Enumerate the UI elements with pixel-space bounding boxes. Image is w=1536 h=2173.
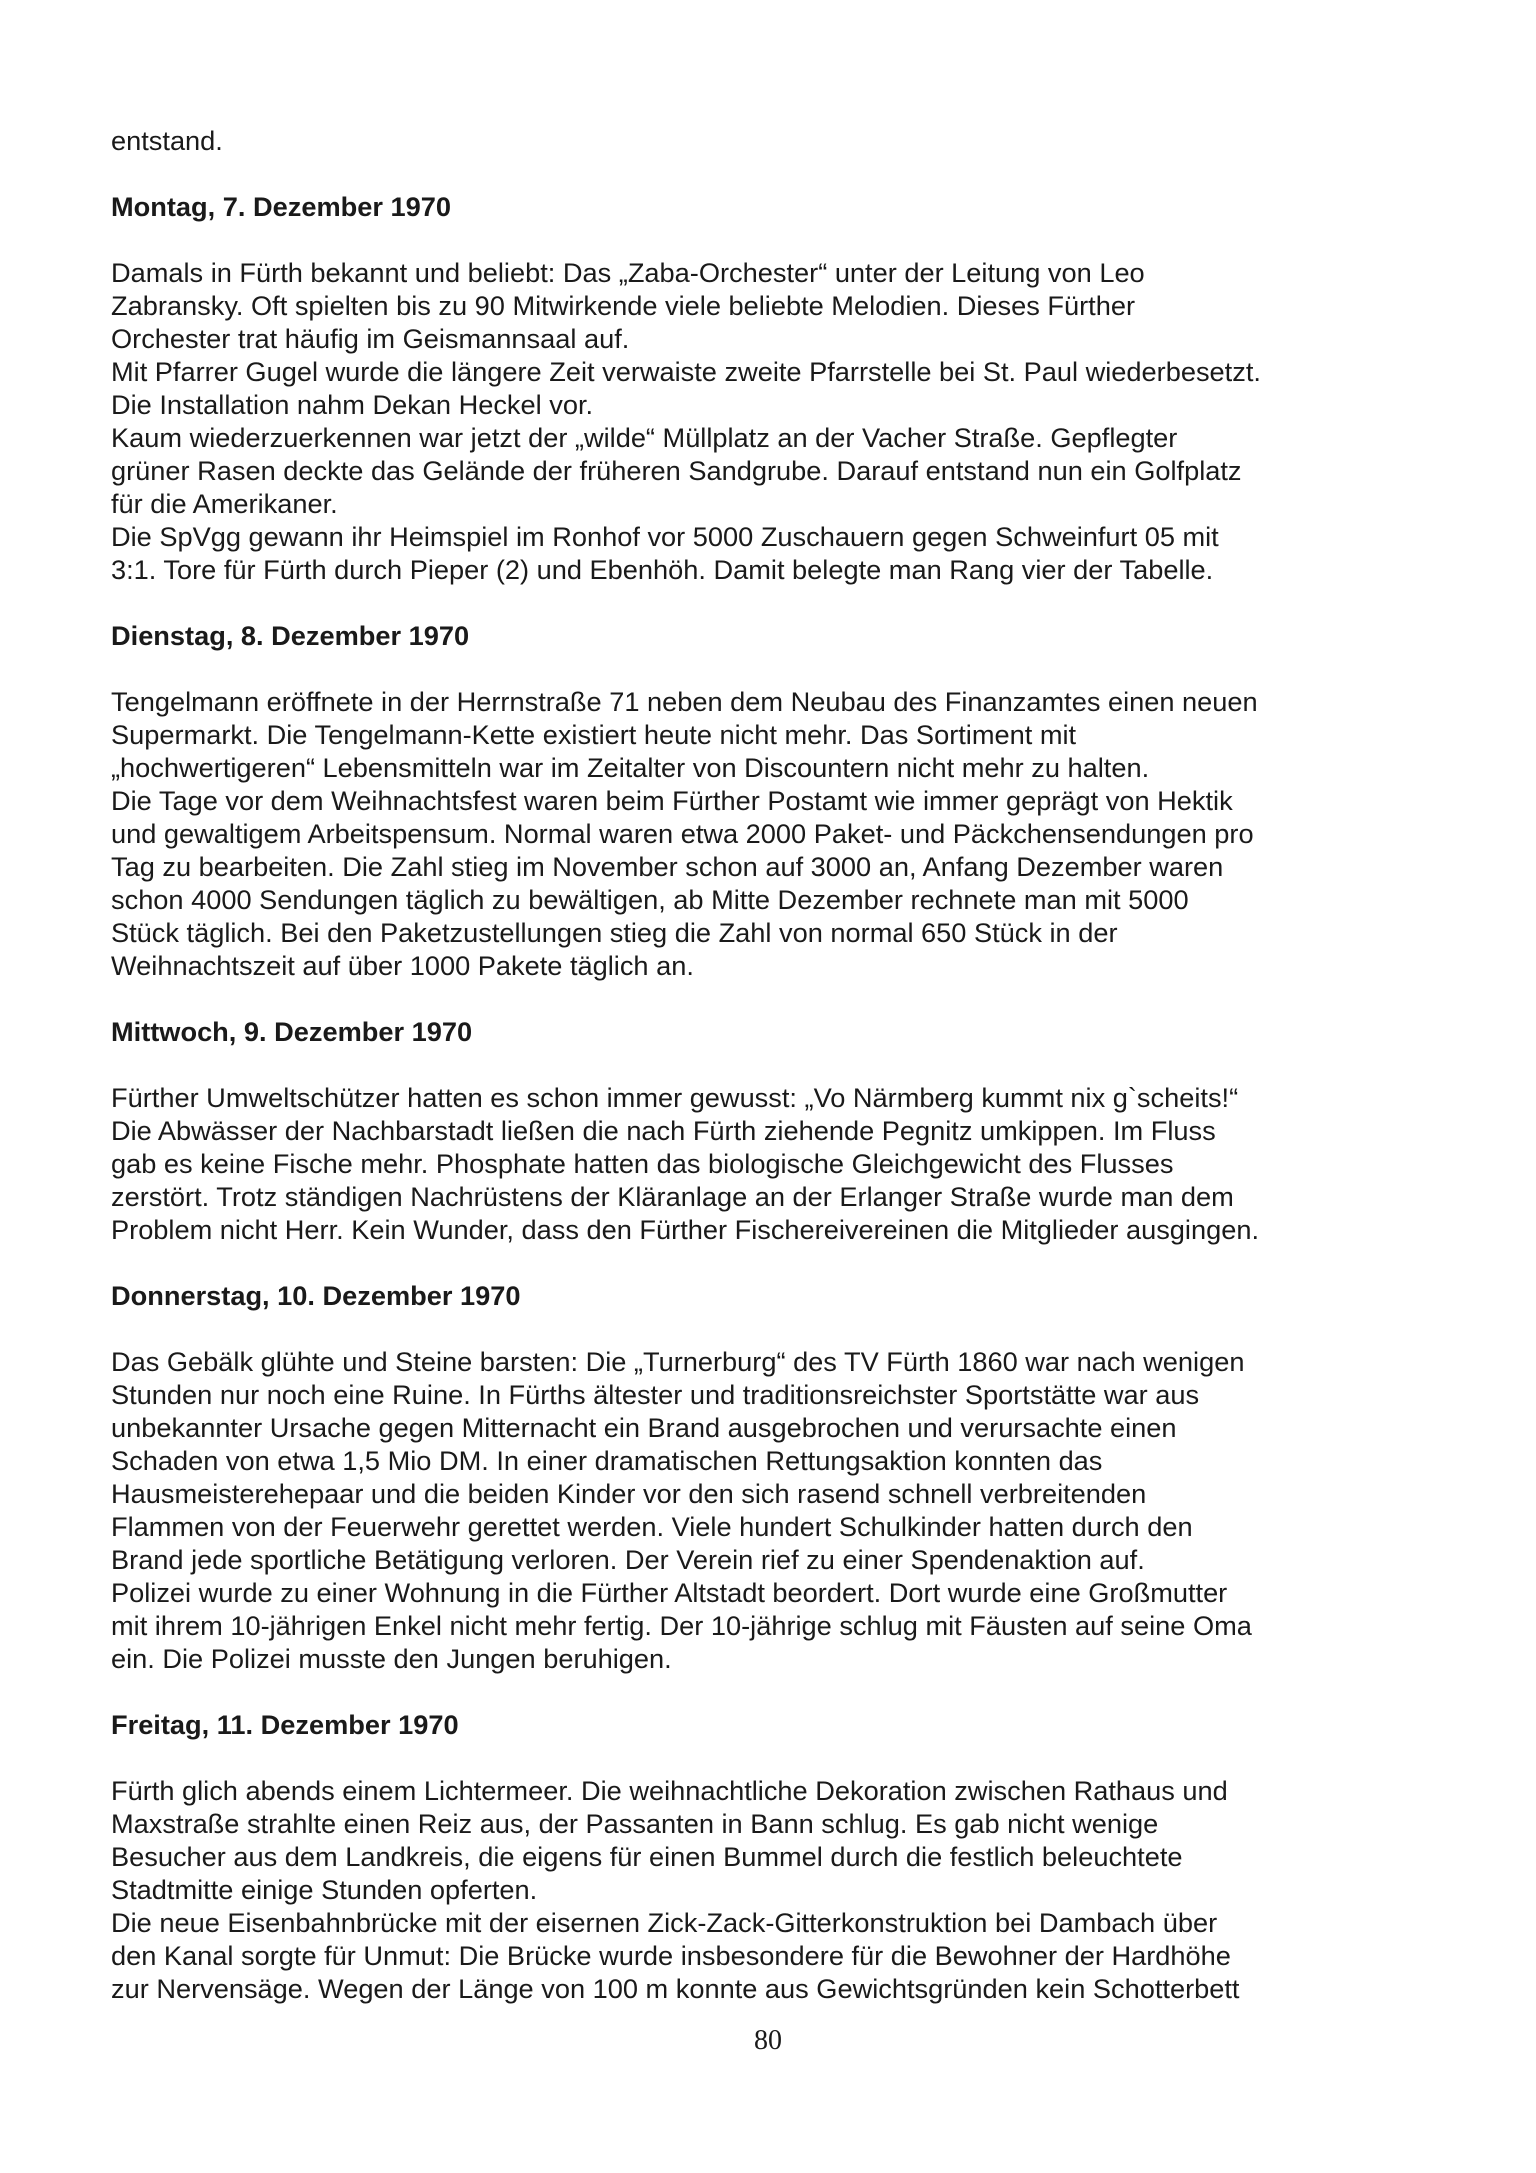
text-line: Schaden von etwa 1,5 Mio DM. In einer dramatischen Rettungsaktion konnten das: [111, 1445, 1103, 1476]
text-line: Mit Pfarrer Gugel wurde die längere Zeit verwaiste zweite Pfarrstelle bei St. Paul wiederbesetzt.: [111, 356, 1261, 387]
section-heading-donnerstag: Donnerstag, 10. Dezember 1970: [111, 1280, 521, 1311]
text-line: Damals in Fürth bekannt und beliebt: Das „Zaba-Orchester“ unter der Leitung von Leo: [111, 257, 1145, 288]
text-line: den Kanal sorgte für Unmut: Die Brücke wurde insbesondere für die Bewohner der Hardhöhe: [111, 1940, 1231, 1971]
text-line: Fürth glich abends einem Lichtermeer. Die weihnachtliche Dekoration zwischen Rathaus und: [111, 1775, 1228, 1806]
text-line: Polizei wurde zu einer Wohnung in die Fürther Altstadt beordert. Dort wurde eine Großmutter: [111, 1577, 1228, 1608]
text-line: Das Gebälk glühte und Steine barsten: Die „Turnerburg“ des TV Fürth 1860 war nach wenigen: [111, 1346, 1245, 1377]
text-line: und gewaltigem Arbeitspensum. Normal waren etwa 2000 Paket- und Päckchensendungen pro: [111, 818, 1254, 849]
section-heading-montag: Montag, 7. Dezember 1970: [111, 191, 451, 222]
text-line: Problem nicht Herr. Kein Wunder, dass den Fürther Fischereivereinen die Mitglieder ausgingen.: [111, 1214, 1260, 1245]
text-line: schon 4000 Sendungen täglich zu bewältigen, ab Mitte Dezember rechnete man mit 5000: [111, 884, 1189, 915]
text-line: Weihnachtszeit auf über 1000 Pakete täglich an.: [111, 950, 694, 981]
text-line: entstand.: [111, 125, 223, 156]
text-line: gab es keine Fische mehr. Phosphate hatten das biologische Gleichgewicht des Flusses: [111, 1148, 1174, 1179]
text-line: zur Nervensäge. Wegen der Länge von 100 m konnte aus Gewichtsgründen kein Schotterbett: [111, 1973, 1240, 2004]
text-line: Die Abwässer der Nachbarstadt ließen die nach Fürth ziehende Pegnitz umkippen. Im Fluss: [111, 1115, 1216, 1146]
text-line: für die Amerikaner.: [111, 488, 338, 519]
section-body-mittwoch: [111, 1081, 1341, 1246]
text-line: mit ihrem 10-jährigen Enkel nicht mehr fertig. Der 10-jährige schlug mit Fäusten auf seine Oma: [111, 1610, 1252, 1641]
text-line: Brand jede sportliche Betätigung verloren. Der Verein rief zu einer Spendenaktion auf.: [111, 1544, 1145, 1575]
text-line: Kaum wiederzuerkennen war jetzt der „wilde“ Müllplatz an der Vacher Straße. Gepflegter: [111, 422, 1178, 453]
text-line: Maxstraße strahlte einen Reiz aus, der Passanten in Bann schlug. Es gab nicht wenige: [111, 1808, 1159, 1839]
section-body-donnerstag: [111, 1345, 1341, 1675]
text-line: „hochwertigeren“ Lebensmitteln war im Zeitalter von Discountern nicht mehr zu halten.: [111, 752, 1150, 783]
text-line: Stück täglich. Bei den Paketzustellungen stieg die Zahl von normal 650 Stück in der: [111, 917, 1118, 948]
page-number: 80: [754, 2025, 782, 2056]
section-body-montag: [111, 256, 1341, 586]
text-line: Tengelmann eröffnete in der Herrnstraße 71 neben dem Neubau des Finanzamtes einen neuen: [111, 686, 1258, 717]
text-line: Die Tage vor dem Weihnachtsfest waren beim Fürther Postamt wie immer geprägt von Hektik: [111, 785, 1233, 816]
text-line: Besucher aus dem Landkreis, die eigens für einen Bummel durch die festlich beleuchtete: [111, 1841, 1183, 1872]
text-line: Orchester trat häufig im Geismannsaal auf.: [111, 323, 630, 354]
section-body-dienstag: [111, 685, 1341, 982]
text-line: Fürther Umweltschützer hatten es schon immer gewusst: „Vo Närmberg kummt nix g`scheits!“: [111, 1082, 1239, 1113]
text-line: Die SpVgg gewann ihr Heimspiel im Ronhof vor 5000 Zuschauern gegen Schweinfurt 05 mit: [111, 521, 1219, 552]
text-line: Hausmeisterehepaar und die beiden Kinder vor den sich rasend schnell verbreitenden: [111, 1478, 1147, 1509]
section-body-freitag: [111, 1774, 1341, 2005]
text-line: Supermarkt. Die Tengelmann-Kette existiert heute nicht mehr. Das Sortiment mit: [111, 719, 1077, 750]
text-line: grüner Rasen deckte das Gelände der früheren Sandgrube. Darauf entstand nun ein Golfplatz: [111, 455, 1242, 486]
text-line: Flammen von der Feuerwehr gerettet werden. Viele hundert Schulkinder hatten durch den: [111, 1511, 1193, 1542]
section-heading-freitag: Freitag, 11. Dezember 1970: [111, 1709, 459, 1740]
text-line: Die neue Eisenbahnbrücke mit der eisernen Zick-Zack-Gitterkonstruktion bei Dambach über: [111, 1907, 1218, 1938]
text-line: 3:1. Tore für Fürth durch Pieper (2) und Ebenhöh. Damit belegte man Rang vier der Tabelle.: [111, 554, 1214, 585]
text-line: unbekannter Ursache gegen Mitternacht ein Brand ausgebrochen und verursachte einen: [111, 1412, 1177, 1443]
text-line: ein. Die Polizei musste den Jungen beruhigen.: [111, 1643, 672, 1674]
page-content: [111, 124, 1341, 2005]
text-line: Zabransky. Oft spielten bis zu 90 Mitwirkende viele beliebte Melodien. Dieses Fürther: [111, 290, 1136, 321]
text-line: Die Installation nahm Dekan Heckel vor.: [111, 389, 594, 420]
intro-paragraph: [111, 124, 1341, 157]
text-line: Tag zu bearbeiten. Die Zahl stieg im November schon auf 3000 an, Anfang Dezember waren: [111, 851, 1224, 882]
section-heading-dienstag: Dienstag, 8. Dezember 1970: [111, 620, 470, 651]
section-heading-mittwoch: Mittwoch, 9. Dezember 1970: [111, 1016, 473, 1047]
text-line: Stunden nur noch eine Ruine. In Fürths ältester und traditionsreichster Sportstätte war aus: [111, 1379, 1200, 1410]
text-line: Stadtmitte einige Stunden opferten.: [111, 1874, 538, 1905]
text-line: zerstört. Trotz ständigen Nachrüstens der Kläranlage an der Erlanger Straße wurde man dem: [111, 1181, 1234, 1212]
